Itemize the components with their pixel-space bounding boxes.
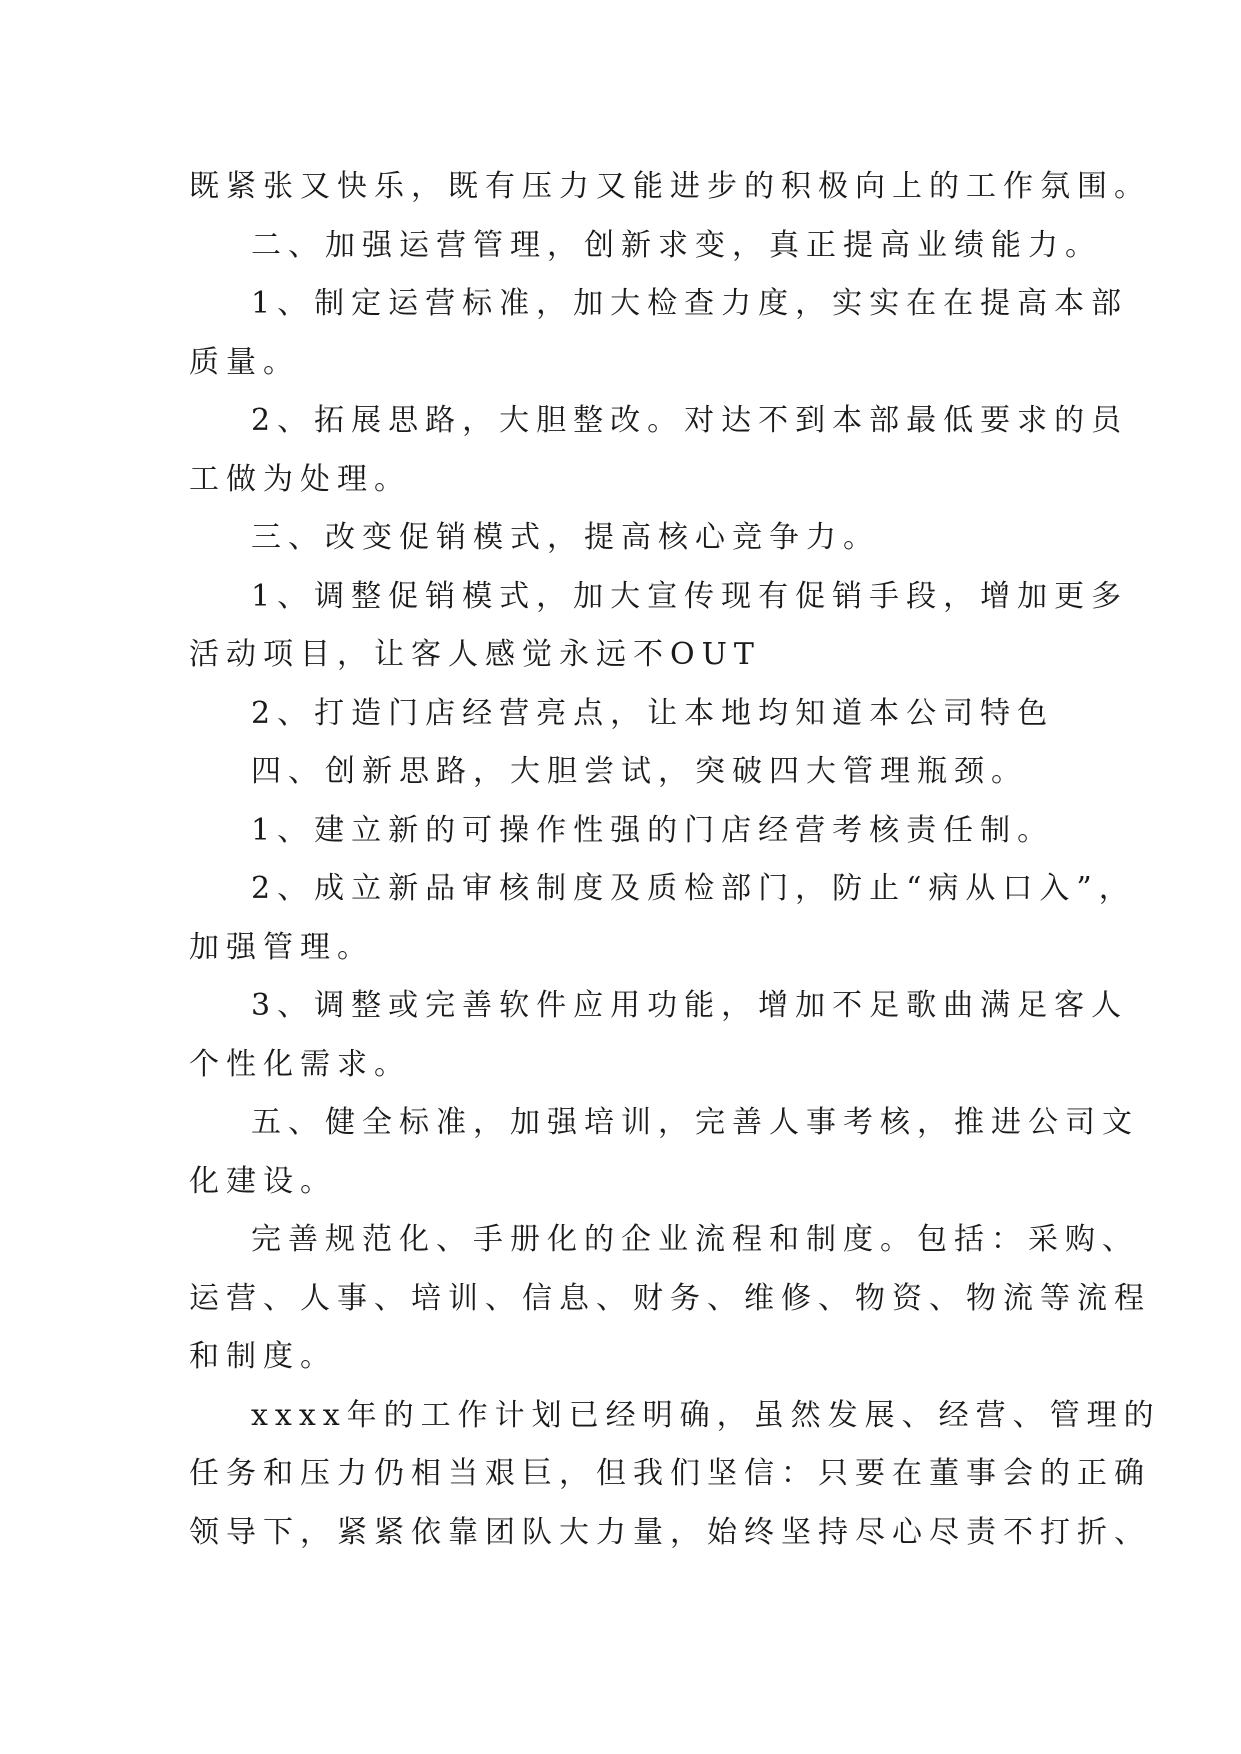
text-line: 1、建立新的可操作性强的门店经营考核责任制。	[251, 812, 1055, 848]
text-line: 既紧张又快乐，既有压力又能进步的积极向上的工作氛围。	[189, 169, 1151, 204]
text-line: 质量。	[189, 344, 300, 380]
text-line: 3、调整或完善软件应用功能，增加不足歌曲满足客人	[251, 988, 1129, 1023]
text-line: 活动项目，让客人感觉永远不OUT	[189, 637, 761, 672]
text-line: 完善规范化、手册化的企业流程和制度。包括：采购、	[251, 1222, 1139, 1257]
document-body	[189, 158, 1161, 1562]
text-line: 2、打造门店经营亮点，让本地均知道本公司特色	[251, 695, 1055, 731]
text-line: xxxx年的工作计划已经明确，虽然发展、经营、管理的	[251, 1397, 1161, 1433]
text-line: 化建设。	[189, 1163, 337, 1199]
text-line: 1、制定运营标准，加大检查力度，实实在在提高本部	[251, 286, 1129, 321]
text-line: 四、创新思路，大胆尝试，突破四大管理瓶颈。	[251, 754, 1028, 789]
text-line: 领导下，紧紧依靠团队大力量，始终坚持尽心尽责不打折、	[189, 1514, 1151, 1550]
text-line: 运营、人事、培训、信息、财务、维修、物资、物流等流程	[189, 1280, 1151, 1316]
text-line: 2、成立新品审核制度及质检部门，防止“病从口入”，	[251, 871, 1136, 906]
text-line: 三、改变促销模式，提高核心竞争力。	[251, 520, 880, 555]
text-line: 任务和压力仍相当艰巨，但我们坚信：只要在董事会的正确	[189, 1456, 1151, 1491]
text-line: 个性化需求。	[189, 1046, 411, 1082]
text-line: 加强管理。	[189, 929, 374, 965]
text-line: 工做为处理。	[189, 461, 411, 497]
text-line: 1、调整促销模式，加大宣传现有促销手段，增加更多	[251, 578, 1129, 614]
text-line: 二、加强运营管理，创新求变，真正提高业绩能力。	[251, 227, 1102, 263]
text-line: 五、健全标准，加强培训，完善人事考核，推进公司文	[251, 1105, 1139, 1140]
text-line: 和制度。	[189, 1339, 337, 1374]
text-line: 2、拓展思路，大胆整改。对达不到本部最低要求的员	[251, 403, 1129, 438]
